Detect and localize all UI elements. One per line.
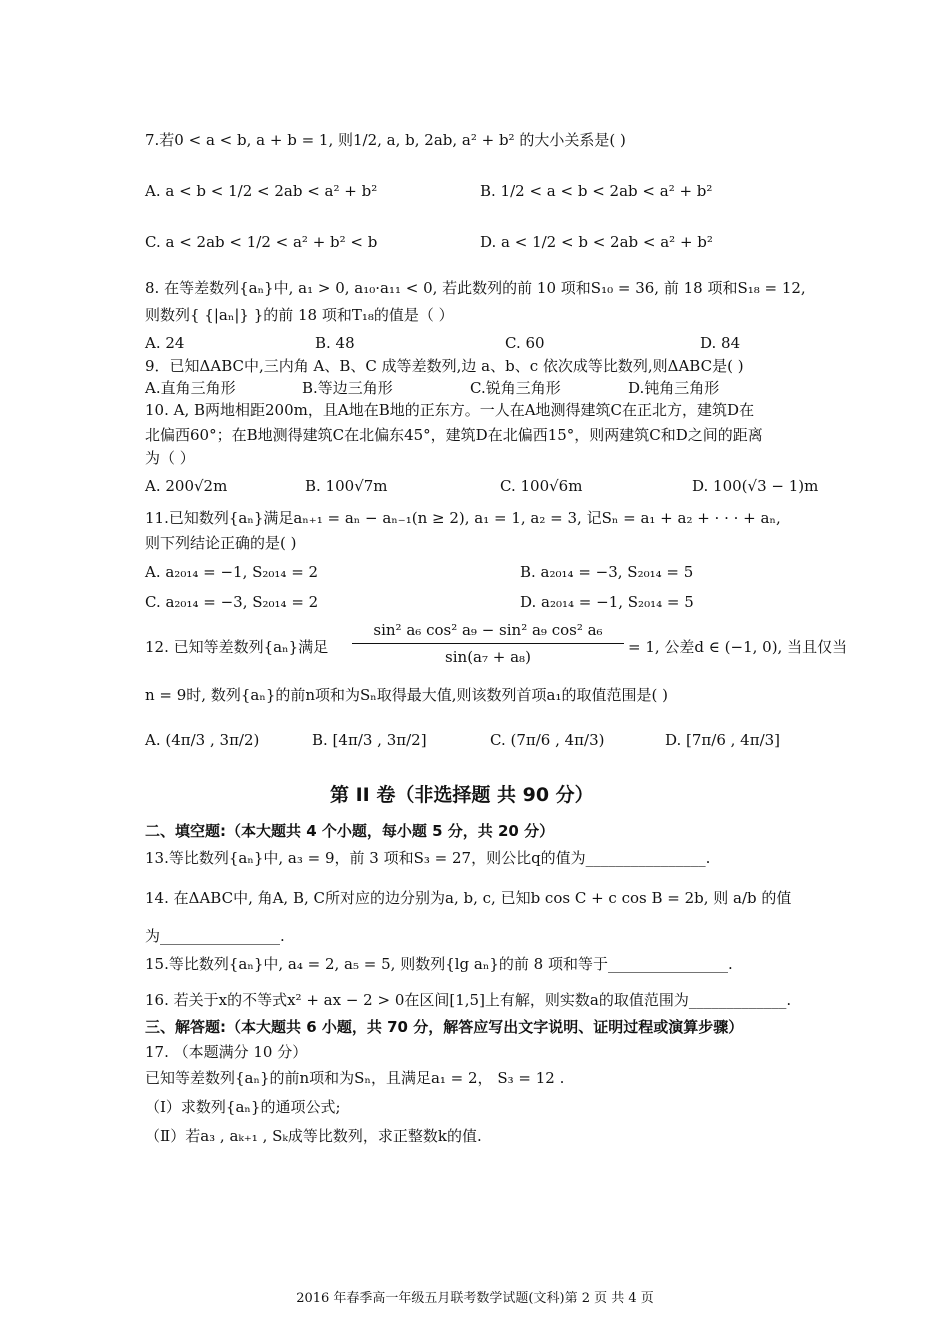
q17-line-1: 已知等差数列{aₙ}的前n项和为Sₙ，且满足a₁ = 2， S₃ = 12 . xyxy=(145,1069,565,1087)
q8-option-c: C. 60 xyxy=(505,334,545,352)
q11-option-a: A. a₂₀₁₄ = −1, S₂₀₁₄ = 2 xyxy=(145,563,319,581)
q7-option-d: D. a < 1/2 < b < 2ab < a² + b² xyxy=(480,233,713,251)
q12-option-b: B. [4π/3 , 3π/2] xyxy=(312,731,427,749)
q8-option-b: B. 48 xyxy=(315,334,355,352)
q12-suffix: = 1, 公差d ∈ (−1, 0), 当且仅当 xyxy=(628,638,848,656)
q7-option-a: A. a < b < 1/2 < 2ab < a² + b² xyxy=(145,182,378,200)
q10-line-2: 北偏西60°；在B地测得建筑C在北偏东45°，建筑D在北偏西15°，则两建筑C和D之间的距离 xyxy=(145,426,763,444)
q13: 13.等比数列{aₙ}中, a₃ = 9，前 3 项和S₃ = 27，则公比q的值为________________. xyxy=(145,849,711,867)
q10-option-c: C. 100√6m xyxy=(500,477,583,495)
q17-title: 17. （本题满分 10 分） xyxy=(145,1043,308,1061)
q7-option-c: C. a < 2ab < 1/2 < a² + b² < b xyxy=(145,233,378,251)
part2-title: 第 II 卷（非选择题 共 90 分） xyxy=(330,784,594,806)
q9-option-d: D.钝角三角形 xyxy=(628,379,720,397)
q12-numerator: sin² a₆ cos² a₉ − sin² a₉ cos² a₆ xyxy=(373,621,603,639)
page-footer: 2016 年春季高一年级五月联考数学试题(文科)第 2 页 共 4 页 xyxy=(296,1291,654,1306)
fill-section-header: 二、填空题:（本大题共 4 个小题，每小题 5 分，共 20 分） xyxy=(145,822,555,840)
q16: 16. 若关于x的不等式x² + ax − 2 > 0在区间[1,5]上有解，则实数a的取值范围为_____________. xyxy=(145,991,792,1009)
q11-line-1: 11.已知数列{aₙ}满足aₙ₊₁ = aₙ − aₙ₋₁(n ≥ 2), a₁ = 1, a₂ = 3, 记Sₙ = a₁ + a₂ + · · · + aₙ, xyxy=(145,509,781,527)
q12-denominator: sin(a₇ + a₈) xyxy=(445,648,531,666)
q14-line-1: 14. 在ΔABC中, 角A, B, C所对应的边分别为a, b, c, 已知b cos C + c cos B = 2b, 则 a/b 的值 xyxy=(145,889,792,907)
q8-stem: 8. 在等差数列{aₙ}中, a₁ > 0, a₁₀·a₁₁ < 0, 若此数列的前 10 项和S₁₀ = 36, 前 18 项和S₁₈ = 12, xyxy=(145,279,806,297)
q12-option-a: A. (4π/3 , 3π/2) xyxy=(145,731,260,749)
q10-option-b: B. 100√7m xyxy=(305,477,388,495)
q8-option-d: D. 84 xyxy=(700,334,741,352)
q10-option-d: D. 100(√3 − 1)m xyxy=(692,477,819,495)
q7-stem: 7.若0 < a < b, a + b = 1, 则1/2, a, b, 2ab, a² + b² 的大小关系是( ) xyxy=(145,131,626,149)
q12-fraction xyxy=(352,620,624,667)
q10-line-1: 10. A, B两地相距200m，且A地在B地的正东方。一人在A地测得建筑C在正北方，建筑D在 xyxy=(145,401,755,419)
q12-option-c: C. (7π/6 , 4π/3) xyxy=(490,731,605,749)
q9-stem: 9．已知ΔABC中,三内角 A、B、C 成等差数列,边 a、b、c 依次成等比数列,则ΔABC是( ) xyxy=(145,357,744,375)
q9-option-b: B.等边三角形 xyxy=(302,379,393,397)
q17-part-2: （Ⅱ）若a₃ , aₖ₊₁ , Sₖ成等比数列，求正整数k的值. xyxy=(145,1127,482,1145)
q8-stem-2: 则数列{ {|aₙ|} }的前 18 项和T₁₈的值是（ ） xyxy=(145,306,454,324)
q12-option-d: D. [7π/6 , 4π/3] xyxy=(665,731,781,749)
q11-line-2: 则下列结论正确的是( ) xyxy=(145,534,297,552)
q15: 15.等比数列{aₙ}中, a₄ = 2, a₅ = 5, 则数列{lg aₙ}的前 8 项和等于________________. xyxy=(145,955,733,973)
q11-option-c: C. a₂₀₁₄ = −3, S₂₀₁₄ = 2 xyxy=(145,593,319,611)
q12-fraction-bar xyxy=(352,643,624,644)
q17-part-1: （Ⅰ）求数列{aₙ}的通项公式; xyxy=(145,1098,341,1116)
q10-line-3: 为（ ） xyxy=(145,449,195,467)
q12-prefix: 12. 已知等差数列{aₙ}满足 xyxy=(145,638,329,656)
q12-line-2: n = 9时, 数列{aₙ}的前n项和为Sₙ取得最大值,则该数列首项a₁的取值范围是( ) xyxy=(145,686,668,704)
q10-option-a: A. 200√2m xyxy=(145,477,228,495)
q11-option-d: D. a₂₀₁₄ = −1, S₂₀₁₄ = 5 xyxy=(520,593,694,611)
q8-option-a: A. 24 xyxy=(145,334,185,352)
q9-option-a: A.直角三角形 xyxy=(145,379,236,397)
q7-option-b: B. 1/2 < a < b < 2ab < a² + b² xyxy=(480,182,713,200)
q14-line-2: 为________________. xyxy=(145,927,285,945)
solve-section-header: 三、解答题:（本大题共 6 小题，共 70 分，解答应写出文字说明、证明过程或演算步骤） xyxy=(145,1018,744,1036)
q11-option-b: B. a₂₀₁₄ = −3, S₂₀₁₄ = 5 xyxy=(520,563,694,581)
q9-option-c: C.锐角三角形 xyxy=(470,379,561,397)
